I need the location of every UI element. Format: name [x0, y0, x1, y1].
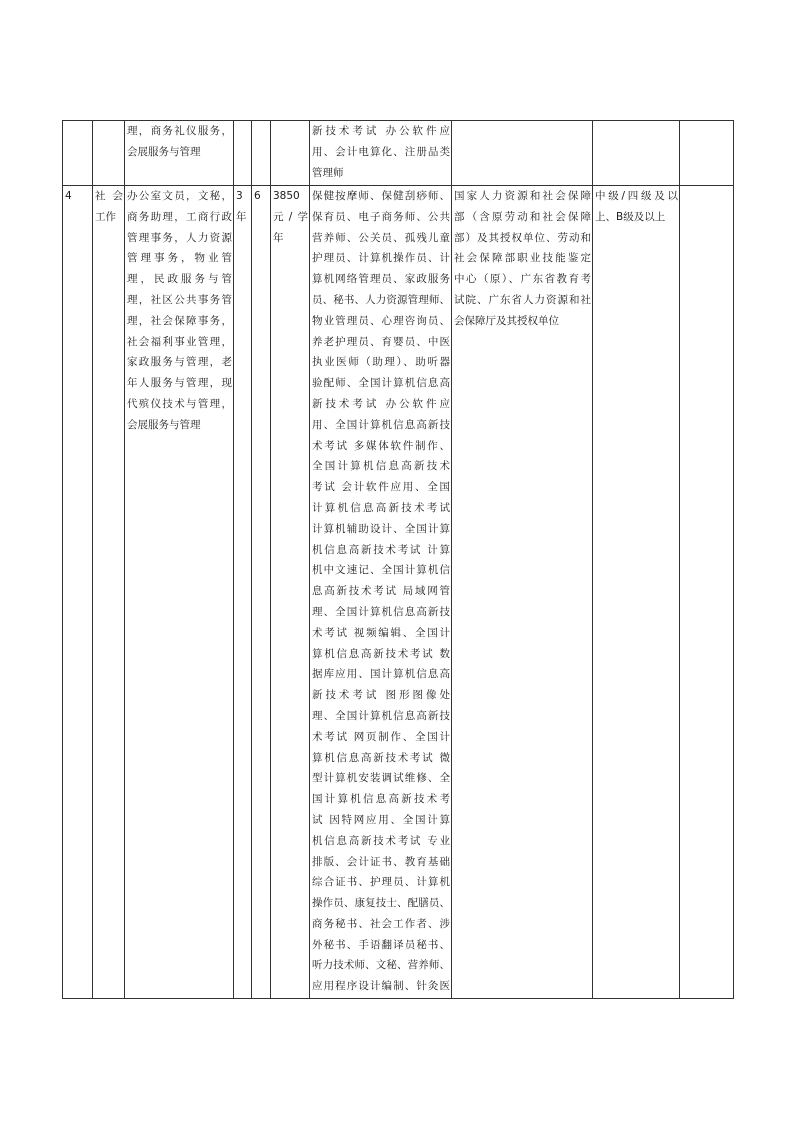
cell-text-line: 术考试 多媒体软件制作、	[312, 439, 450, 452]
cell-text-line: 理、全国计算机信息高新技	[312, 605, 450, 618]
cell-text-line: 办公室文员，文秘，	[127, 190, 232, 202]
cell-text-line: 机信息高新技术考试 计算	[312, 543, 450, 556]
cell-text-line: 算机信息高新技术考试 数	[312, 647, 450, 660]
cell-majors	[125, 186, 234, 999]
cell-text-line: 保育员、电子商务师、公共	[312, 210, 450, 223]
cell-remarks	[680, 186, 734, 999]
cell-text-line: 执业医师（助理）、助听器	[312, 356, 450, 369]
cell-certificates	[310, 186, 452, 999]
cell-text-line: 用、全国计算机信息高新技	[312, 418, 450, 431]
cell-text-line: 养老护理员、育婴员、中医	[312, 335, 450, 348]
cell-text-line: 工作	[95, 210, 116, 223]
cell-text-line: 中心（原）、广东省教育考	[454, 273, 591, 286]
cell-text-line: 社会	[95, 190, 123, 202]
cell-text-line: 新技术考试 图形图像处	[312, 689, 450, 702]
cell-text-line: 算机网络管理员、家政服务	[312, 273, 450, 286]
cell-text-line: 保健按摩师、保健刮痧师、	[312, 190, 450, 202]
cell-text-line: 会展服务与管理	[127, 418, 201, 431]
cell-text-line: 社会福利事业管理，	[127, 335, 232, 348]
cell-text-line: 术考试 网页制作、全国计	[312, 730, 450, 743]
cell-text-line: 全国计算机信息高新技术	[312, 460, 450, 473]
cell-level	[593, 186, 680, 999]
cell-text-line: 国家人力资源和社会保障	[454, 190, 591, 202]
cell-text-line: 理，社会保障事务，	[127, 314, 232, 327]
cell-text-line: 年	[273, 231, 284, 244]
cell-number	[63, 186, 93, 999]
table-row	[63, 121, 734, 186]
cell-credits	[252, 121, 271, 186]
cell-issuer	[452, 121, 593, 186]
cell-text-line: 物业管理员、心理咨询员、	[312, 314, 450, 327]
cell-text-line: 6	[254, 190, 261, 202]
cell-text-line: 机信息高新技术考试 专业	[312, 834, 450, 847]
cell-text-line: 外秘书、手语翻译员秘书、	[312, 938, 450, 951]
cell-text-line: 术考试 视频编辑、全国计	[312, 626, 450, 639]
cell-text-line: 管理师	[312, 166, 344, 179]
cell-text-line: 部（含原劳动和社会保障	[454, 210, 591, 223]
table-row	[63, 186, 734, 999]
cell-text-line: 会保障厅及其授权单位	[454, 314, 559, 327]
cell-text-line: 机中文速记、全国计算机信	[312, 564, 450, 577]
cell-text-line: 用、会计电算化、注册品类	[312, 145, 450, 158]
cell-text-line: 家政服务与管理，老	[127, 356, 232, 369]
cell-text-line: 营养师、公关员、孤残儿童	[312, 231, 450, 244]
cell-text-line: 代殡仪技术与管理，	[127, 397, 232, 410]
cell-text-line: 应用程序设计编制、针灸医	[312, 980, 450, 993]
cell-text-line: 理、全国计算机信息高新技	[312, 709, 450, 722]
cell-number	[63, 121, 93, 186]
cell-level	[593, 121, 680, 186]
cell-certificates	[310, 121, 452, 186]
cell-text-line: 管理事务，物业管	[127, 252, 232, 265]
cell-fee	[271, 121, 310, 186]
cell-text-line: 3850	[273, 190, 300, 202]
cell-text-line: 新技术考试 办公软件应	[312, 397, 450, 410]
cell-text-line: 上、B级及以上	[595, 210, 666, 223]
cell-text-line: 国计算机信息高新技术考	[312, 793, 450, 806]
cell-duration	[234, 186, 252, 999]
cell-text-line: 算机信息高新技术考试 微	[312, 751, 450, 764]
cell-category	[93, 186, 125, 999]
cell-text-line: 社会保障部职业技能鉴定	[454, 252, 591, 265]
cell-text-line: 元/学	[273, 210, 308, 223]
cell-text-line: 计算机辅助设计、全国计算	[312, 522, 450, 535]
cell-text-line: 理，社区公共事务管	[127, 293, 232, 306]
cell-credits	[252, 186, 271, 999]
cell-issuer	[452, 186, 593, 999]
cell-text-line: 年人服务与管理，现	[127, 377, 232, 390]
cell-text-line: 商务助理，工商行政	[127, 210, 232, 223]
cell-text-line: 护理员、计算机操作员、计	[312, 252, 450, 265]
cell-text-line: 考试 会计软件应用、全国	[312, 481, 450, 494]
cell-text-line: 部）及其授权单位、劳动和	[454, 231, 591, 244]
cell-text-line: 新技术考试 办公软件应	[312, 125, 450, 137]
cell-remarks	[680, 121, 734, 186]
cell-text-line: 据库应用、国计算机信息高	[312, 668, 450, 681]
program-table	[62, 120, 734, 999]
cell-fee	[271, 186, 310, 999]
cell-text-line: 4	[65, 190, 72, 202]
cell-text-line: 综合证书、护理员、计算机	[312, 876, 450, 889]
cell-text-line: 息高新技术考试 局域网管	[312, 585, 450, 598]
cell-text-line: 计算机信息高新技术考试	[312, 501, 450, 514]
cell-text-line: 听力技术师、文秘、营养师、	[312, 959, 450, 972]
cell-text-line: 中级/四级及以	[595, 190, 678, 202]
cell-majors	[125, 121, 234, 186]
cell-text-line: 试 因特网应用、全国计算	[312, 813, 450, 826]
cell-text-line: 验配师、全国计算机信息高	[312, 377, 450, 390]
cell-text-line: 管理事务，人力资源	[127, 231, 232, 244]
cell-text-line: 理，民政服务与管	[127, 273, 232, 286]
cell-text-line: 会展服务与管理	[127, 145, 201, 158]
cell-text-line: 型计算机安装调试维修、全	[312, 772, 450, 785]
cell-text-line: 操作员、康复技士、配膳员、	[312, 897, 450, 910]
cell-text-line: 理，商务礼仪服务，	[127, 125, 232, 137]
cell-text-line: 3	[236, 190, 243, 202]
cell-text-line: 试院、广东省人力资源和社	[454, 293, 591, 306]
cell-text-line: 员、秘书、人力资源管理师、	[312, 293, 450, 306]
cell-text-line: 商务秘书、社会工作者、涉	[312, 917, 450, 930]
cell-category	[93, 121, 125, 186]
cell-duration	[234, 121, 252, 186]
cell-text-line: 排版、会计证书、教育基础	[312, 855, 450, 868]
cell-text-line: 年	[236, 210, 247, 223]
